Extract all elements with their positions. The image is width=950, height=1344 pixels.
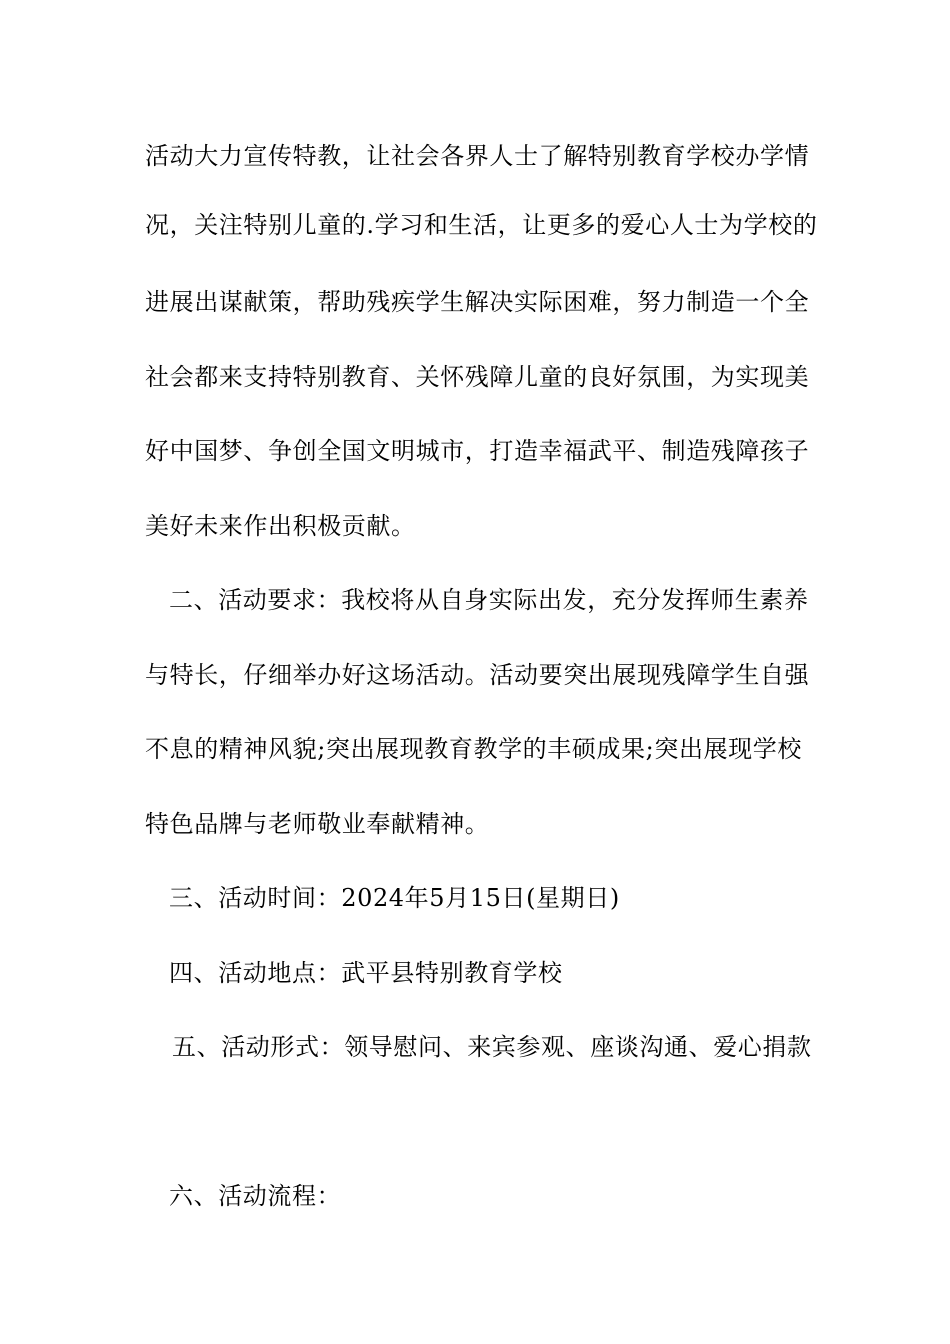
section-heading-time: 三、活动时间：2024年5月15日(星期日): [169, 884, 620, 912]
paragraph-line: 特色品牌与老师敬业奉献精神。: [145, 810, 490, 838]
paragraph-line: 社会都来支持特别教育、关怀残障儿童的良好氛围，为实现美: [145, 363, 810, 391]
section-heading-format: 五、活动形式：领导慰问、来宾参观、座谈沟通、爱心捐款: [172, 1033, 812, 1061]
paragraph-line: 进展出谋献策，帮助残疾学生解决实际困难，努力制造一个全: [145, 288, 810, 316]
section-heading-requirements: 二、活动要求：我校将从自身实际出发，充分发挥师生素养: [169, 586, 809, 614]
section-heading-process: 六、活动流程：: [169, 1182, 342, 1210]
paragraph-line: 美好未来作出积极贡献。: [145, 512, 416, 540]
paragraph-line: 好中国梦、争创全国文明城市，打造幸福武平、制造残障孩子: [145, 437, 810, 465]
paragraph-line: 不息的精神风貌;突出展现教育教学的丰硕成果;突出展现学校: [145, 735, 802, 763]
paragraph-line: 活动大力宣传特教，让社会各界人士了解特别教育学校办学情: [145, 142, 810, 170]
section-heading-location: 四、活动地点：武平县特别教育学校: [169, 959, 563, 987]
paragraph-line: 况，关注特别儿童的.学习和生活，让更多的爱心人士为学校的: [145, 211, 818, 239]
paragraph-line: 与特长，仔细举办好这场活动。活动要突出展现残障学生自强: [145, 661, 810, 689]
